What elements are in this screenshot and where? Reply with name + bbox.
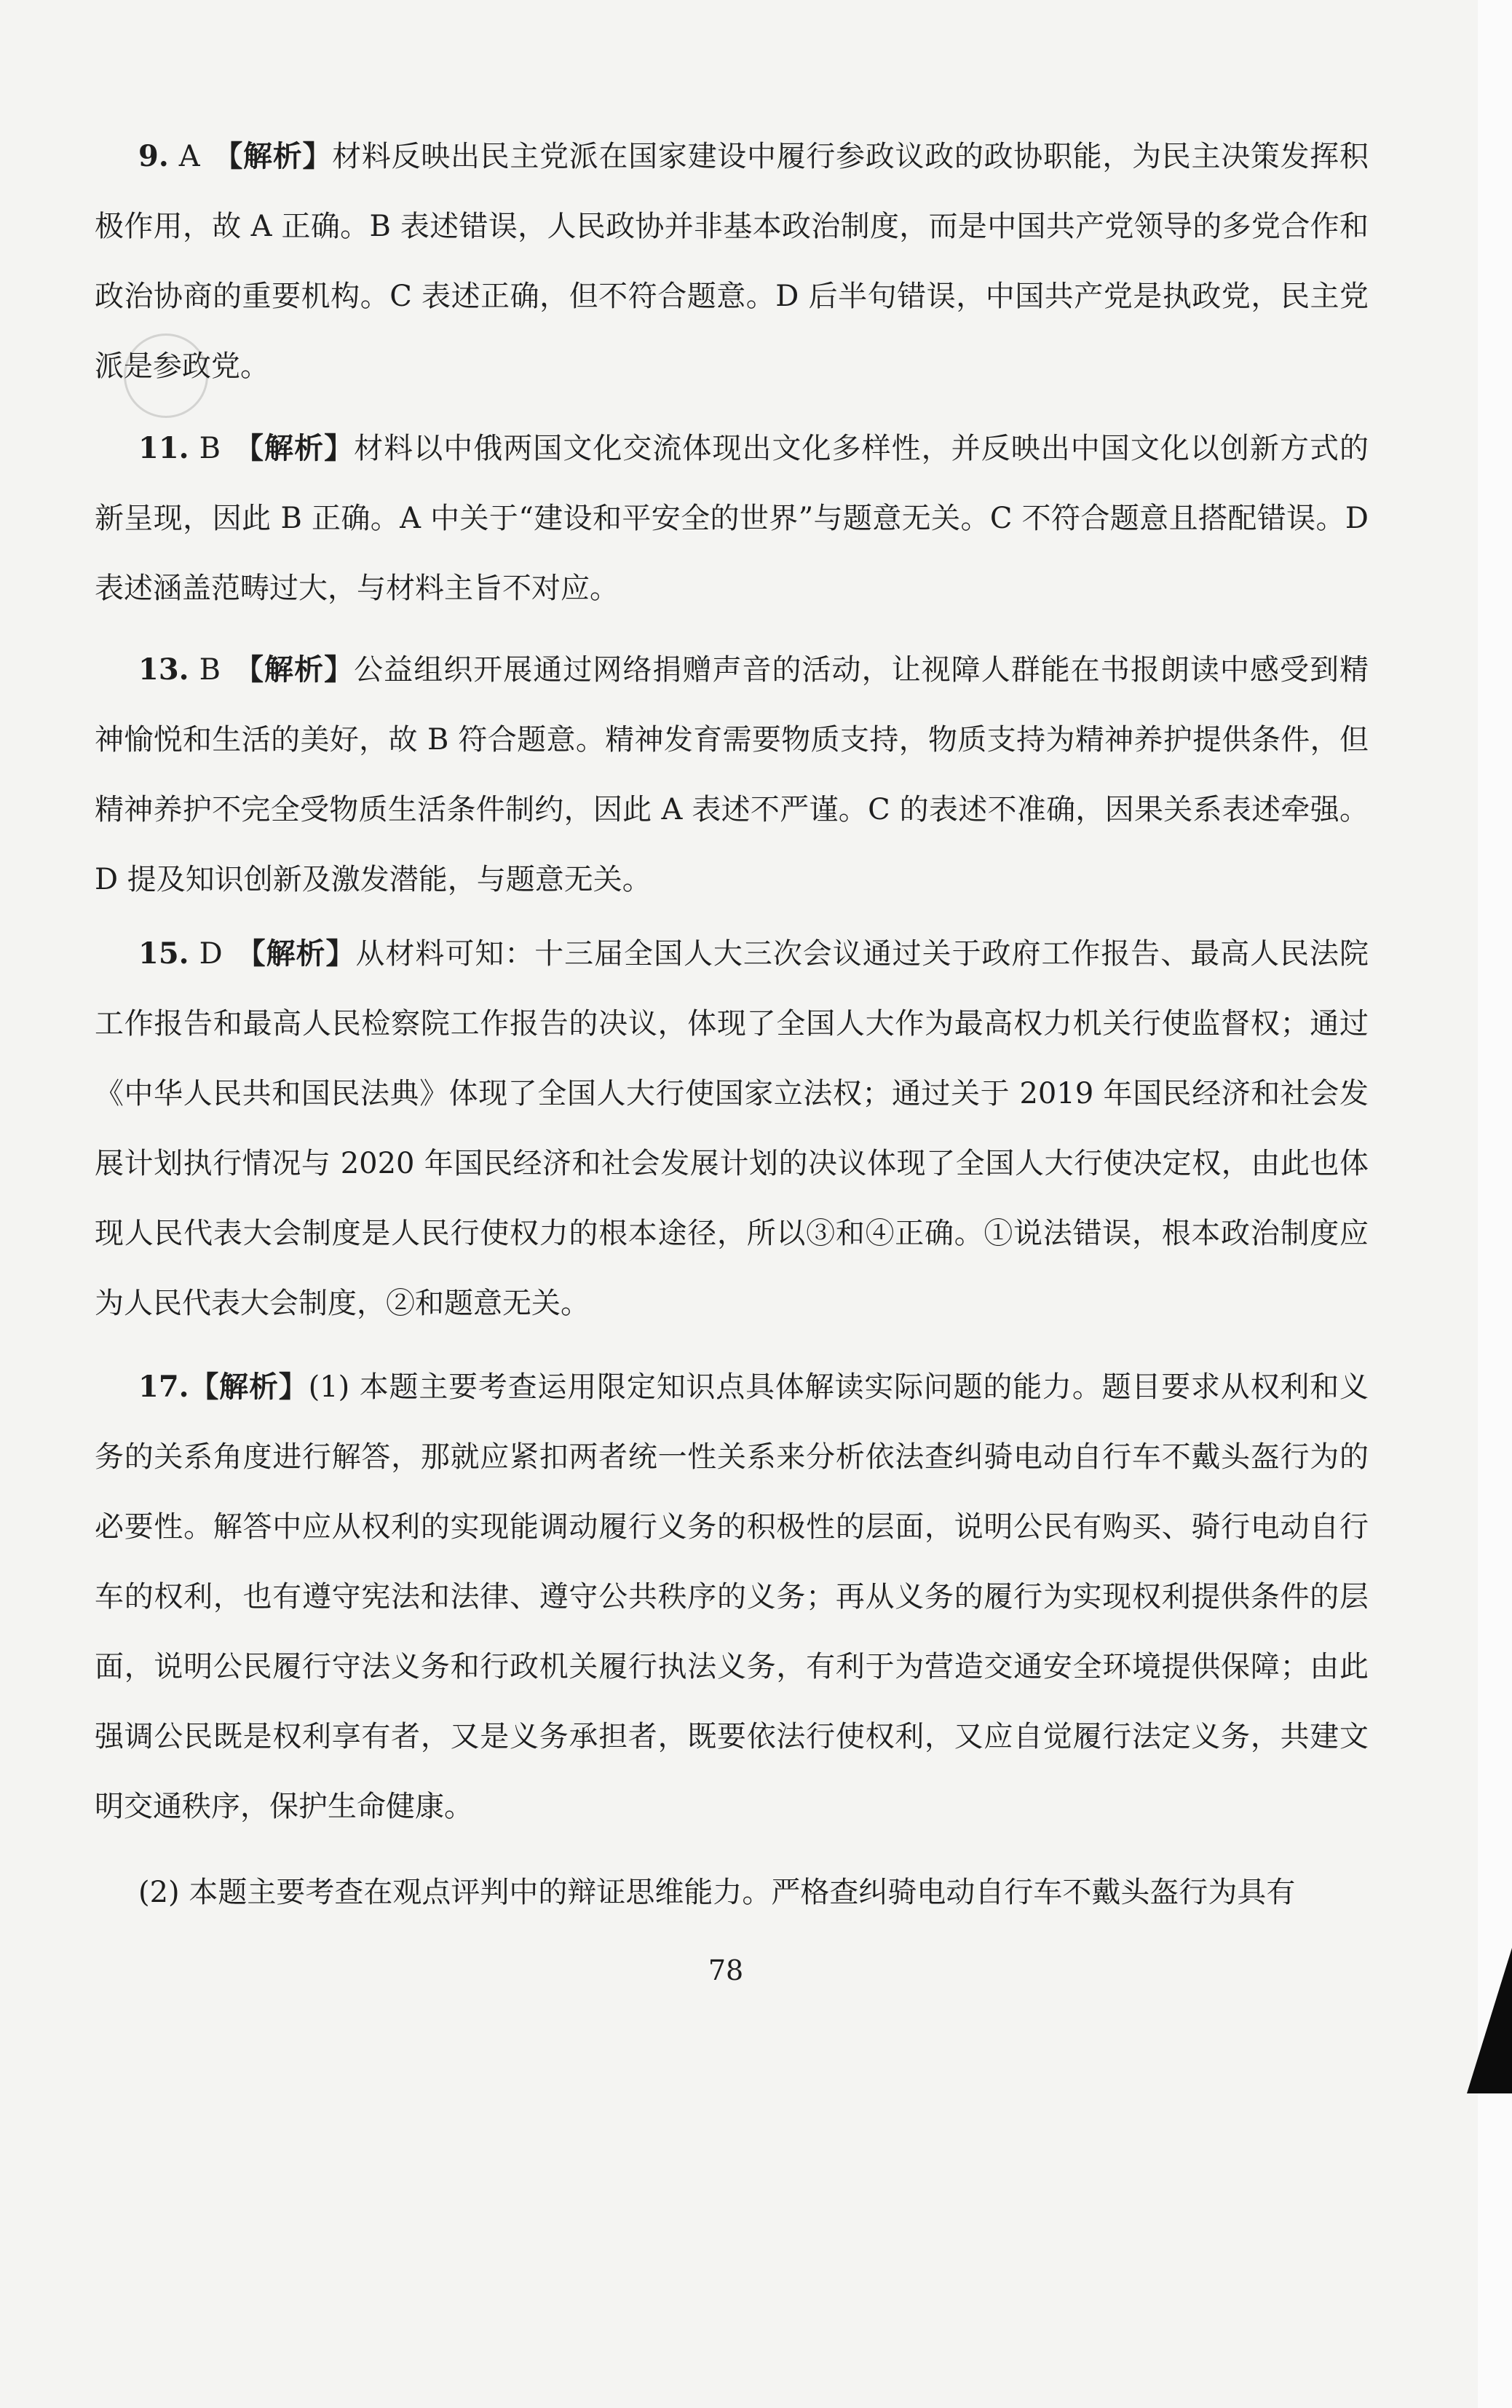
answer-choice: A bbox=[178, 140, 200, 173]
analysis-tag: 【解析】 bbox=[235, 936, 356, 971]
answer-11 bbox=[95, 414, 1369, 623]
question-number: 15. bbox=[138, 936, 189, 971]
analysis-text: 公益组织开展通过网络捐赠声音的活动，让视障人群能在书报朗读中感受到精神愉悦和生活的美好，故 B 符合题意。精神发育需要物质支持，物质支持为精神养护提供条件，但精神养护不完全受物质生活条件制约，因此 A 表述不严谨。C 的表述不准确，因果关系表述牵强。D 提及知识创新及激发潜能，与题意无关。 bbox=[95, 653, 1369, 896]
analysis-text: 材料以中俄两国文化交流体现出文化多样性，并反映出中国文化以创新方式的新呈现，因此 B 正确。A 中关于“建设和平安全的世界”与题意无关。C 不符合题意且搭配错误。D 表述涵盖范畴过大，与材料主旨不对应。 bbox=[95, 432, 1369, 605]
answer-17 bbox=[95, 1352, 1369, 1841]
answer-17-part-2 bbox=[95, 1858, 1369, 1927]
analysis-text-part-2: (2) 本题主要考查在观点评判中的辩证思维能力。严格查纠骑电动自行车不戴头盔行为具有 bbox=[138, 1876, 1296, 1909]
analysis-tag: 【解析】 bbox=[234, 431, 355, 465]
answer-choice: D bbox=[199, 937, 223, 971]
question-number: 13. bbox=[138, 652, 189, 687]
analysis-tag: 【解析】 bbox=[234, 652, 355, 687]
analysis-text: 从材料可知：十三届全国人大三次会议通过关于政府工作报告、最高人民法院工作报告和最高人民检察院工作报告的决议，体现了全国人大作为最高权力机关行使监督权；通过《中华人民共和国民法典》体现了全国人大行使国家立法权；通过关于 2019 年国民经济和社会发展计划执行情况与 2020 年国民经济和社会发展计划的决议体现了全国人大行使决定权，由此也体现人民代表大会制度是人民行使权力的根本途径，所以③和④正确。①说法错误，根本政治制度应为人民代表大会制度，②和题意无关。 bbox=[95, 937, 1369, 1320]
question-number: 17. bbox=[138, 1370, 189, 1404]
page-number: 78 bbox=[708, 1954, 744, 1986]
corner-mark bbox=[1467, 1948, 1512, 2093]
analysis-tag: 【解析】 bbox=[213, 139, 333, 173]
question-number: 11. bbox=[138, 431, 189, 465]
answer-choice: B bbox=[199, 432, 221, 465]
question-number: 9. bbox=[138, 139, 169, 173]
answer-9 bbox=[95, 122, 1369, 401]
answer-15 bbox=[95, 919, 1369, 1338]
analysis-tag: 【解析】 bbox=[189, 1370, 309, 1404]
analysis-text: (1) 本题主要考查运用限定知识点具体解读实际问题的能力。题目要求从权利和义务的关系角度进行解答，那就应紧扣两者统一性关系来分析依法查纠骑电动自行车不戴头盔行为的必要性。解答中应从权利的实现能调动履行义务的积极性的层面，说明公民有购买、骑行电动自行车的权利，也有遵守宪法和法律、遵守公共秩序的义务；再从义务的履行为实现权利提供条件的层面，说明公民履行守法义务和行政机关履行执法义务，有利于为营造交通安全环境提供保障；由此强调公民既是权利享有者，又是义务承担者，既要依法行使权利，又应自觉履行法定义务，共建文明交通秩序，保护生命健康。 bbox=[95, 1370, 1369, 1823]
analysis-text: 材料反映出民主党派在国家建设中履行参政议政的政协职能，为民主决策发挥积极作用，故 A 正确。B 表述错误，人民政协并非基本政治制度，而是中国共产党领导的多党合作和政治协商的重要机构。C 表述正确，但不符合题意。D 后半句错误，中国共产党是执政党，民主党派是参政党。 bbox=[95, 140, 1369, 383]
answer-choice: B bbox=[199, 653, 221, 687]
answer-13 bbox=[95, 635, 1369, 915]
